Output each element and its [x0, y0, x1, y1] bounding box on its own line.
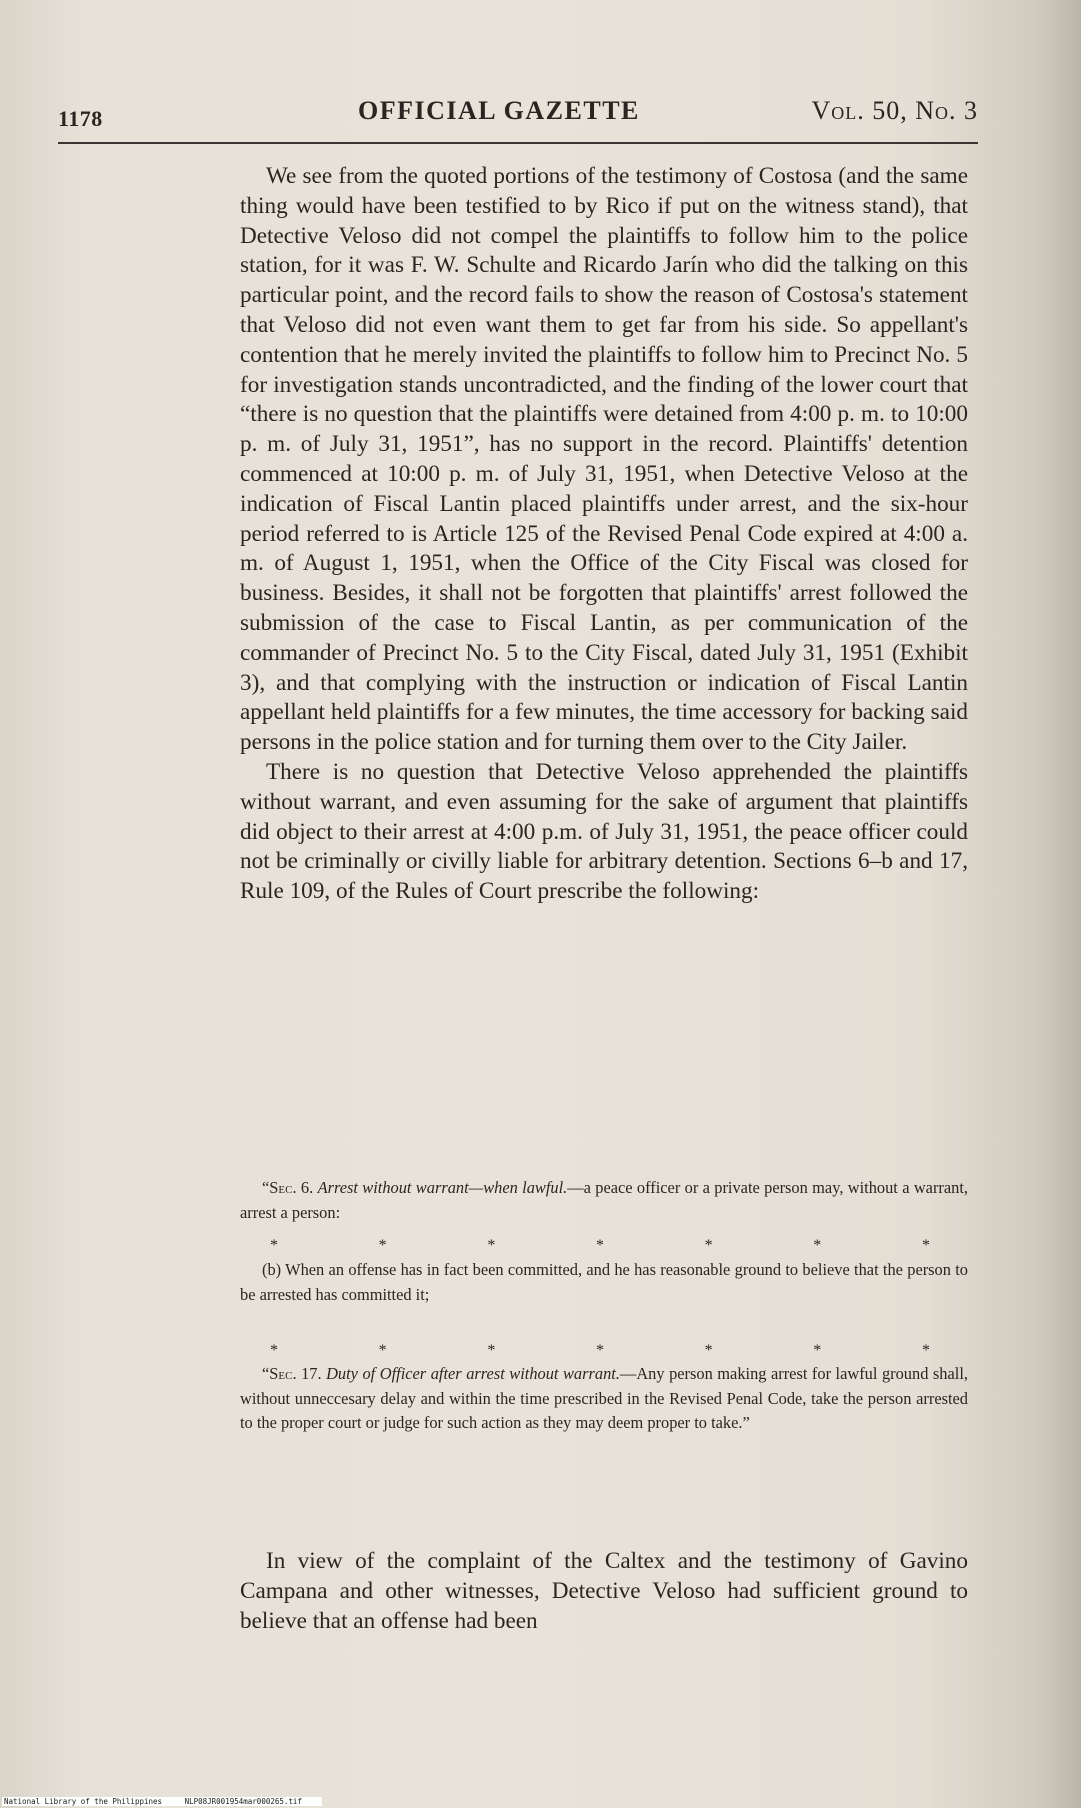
section-title: Duty of Officer after arrest without warrant. [326, 1364, 620, 1383]
ellipsis-stars: * * * * * * * [270, 1237, 930, 1254]
paragraph: We see from the quoted portions of the testimony of Costosa (and the same thing would have been testified to by Rico if put on the witness stand), that Detective Veloso did not compel the plaintiffs to follow him to the police station, for it was F. W. Schulte and Ricardo Jarín who did the talking on this particular point, and the record fails to show the reason of Costosa's statement that Veloso did not even want them to get far from his side. So appellant's contention that he merely invited the plaintiffs to follow him to Precinct No. 5 for investigation stands uncontradicted, and the finding of the lower court that “there is no question that the plaintiffs were detained from 4:00 p. m. to 10:00 p. m. of July 31, 1951”, has no support in the record. Plaintiffs' detention commenced at 10:00 p. m. of July 31, 1951, when Detective Veloso at the indication of Fiscal Lantin placed plaintiffs under arrest, and the six-hour period referred to is Article 125 of the Revised Penal Code expired at 4:00 a. m. of August 1, 1951, when the Office of the City Fiscal was closed for business. Besides, it shall not be forgotten that plaintiffs' arrest followed the submission of the case to Fiscal Lantin, as per communication of the commander of Precinct No. 5 to the City Fiscal, dated July 31, 1951 (Exhibit 3), and that complying with the instruction or indication of Fiscal Lantin appellant held plaintiffs for a few minutes, the time accessory for backing said persons in the police station and for turning them over to the City Jailer. [240, 163, 968, 756]
main-text [240, 162, 968, 907]
scan-footer [2, 1797, 322, 1806]
section-text: (b) When an offense has in fact been committed, and he has reasonable ground to believe that the person to be arrested has committed it; [240, 1260, 968, 1304]
section-text: —a peace officer or a private person may, without a warrant, arrest a person: [240, 1178, 968, 1222]
section-title: Arrest without warrant—when lawful. [317, 1178, 568, 1197]
closing-text [240, 1546, 968, 1636]
header-rule [58, 142, 978, 144]
page-header [58, 96, 978, 136]
publication-title: OFFICIAL GAZETTE [358, 96, 640, 125]
section-text: —Any person making arrest for lawful ground shall, without unneccesary delay and within the time prescribed in the Revised Penal Code, take the person arrested to the proper court or judge for such action as they may deem proper to take.” [240, 1364, 968, 1432]
volume-number: Vol. 50, No. 3 [811, 96, 978, 125]
quoted-section-6b [240, 1258, 968, 1307]
quoted-section-17 [240, 1362, 968, 1436]
library-credit: National Library of the Philippines [4, 1797, 163, 1806]
quoted-section-6 [240, 1176, 968, 1225]
page-number: 1178 [58, 106, 103, 131]
section-label: “Sec. 6. [262, 1178, 314, 1197]
file-name: NLP08JR001954mar000265.tif [184, 1797, 302, 1806]
ellipsis-stars: * * * * * * * [270, 1342, 930, 1359]
paragraph: In view of the complaint of the Caltex and the testimony of Gavino Campana and other witnesses, Detective Veloso had sufficient ground to believe that an offense had been [240, 1548, 968, 1634]
paragraph: There is no question that Detective Veloso apprehended the plaintiffs without warrant, and even assuming for the sake of argument that plaintiffs did object to their arrest at 4:00 p.m. of July 31, 1951, the peace officer could not be criminally or civilly liable for arbitrary detention. Sections 6–b and 17, Rule 109, of the Rules of Court prescribe the following: [240, 758, 968, 905]
section-label: “Sec. 17. [262, 1364, 322, 1383]
